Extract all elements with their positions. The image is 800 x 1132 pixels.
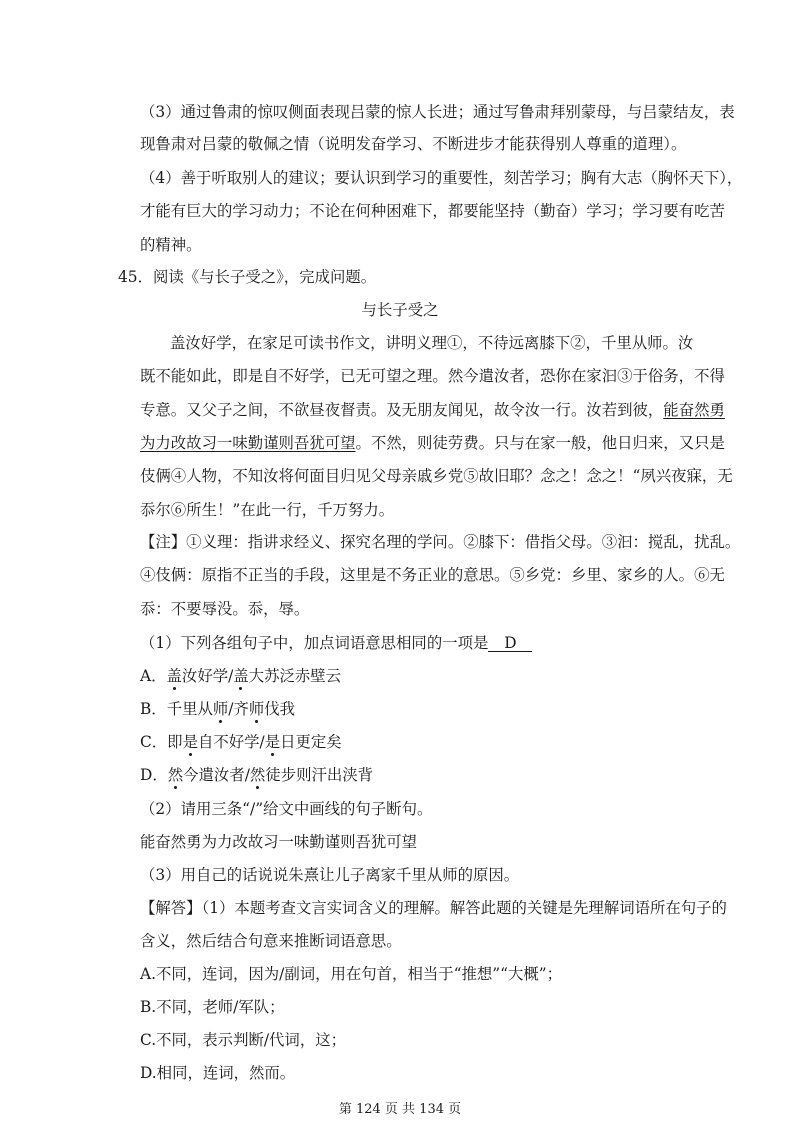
- solution-option-a: A.不同，连词，因为/副词，用在句首，相当于“推想”“大概”；: [140, 965, 563, 983]
- passage-line-1: 盖汝好学，在家足可读书作文，讲明义理①，不待远离膝下②，千里从师。汝: [170, 334, 694, 352]
- answer-3-line-2: 现鲁肃对吕蒙的敬佩之情（说明发奋学习、不断进步才能获得别人尊重的道理）。: [140, 135, 687, 153]
- answer-4-line-1: （4）善于听取别人的建议；要认识到学习的重要性，刻苦学习；胸有大志（胸怀天下），: [140, 169, 743, 187]
- passage-line-3: 专意。又父子之间，不欲昼夜督责。及无朋友闻见，故令汝一行。汝若到彼，能奋然勇: [140, 401, 725, 419]
- passage-line-6: 忝尔⑥所生！”在此一行，千万努力。: [140, 501, 395, 519]
- passage-line-5: 伎俩④人物，不知汝将何面目归见父母亲戚乡党⑤故旧耶？念之！念之！“夙兴夜寐，无: [140, 467, 733, 485]
- answer-4-line-3: 的精神。: [140, 236, 202, 254]
- passage-line-4: 为力改故习一味勤谨则吾犹可望。不然，则徒劳费。只与在家一般，他日归来，又只是: [140, 434, 725, 452]
- solution-line-2: 含义，然后结合句意来推断词语意思。: [140, 932, 402, 950]
- note-line-3: 忝：不要辱没。忝，辱。: [140, 600, 310, 618]
- sub-question-3: （3）用自己的话说说朱熹让儿子离家千里从师的原因。: [140, 866, 520, 884]
- solution-option-b: B.不同，老师/军队；: [140, 998, 285, 1016]
- solution-option-d: D.相同，连词，然而。: [140, 1064, 296, 1082]
- question-45-heading: 45．阅读《与长子受之》，完成问题。: [118, 268, 377, 286]
- option-a: A．盖汝好学/盖大苏泛赤壁云: [140, 667, 342, 685]
- answer-blank: D: [488, 635, 532, 652]
- answer-4-line-2: 才能有巨大的学习动力；不论在何种困难下，都要能坚持（勤奋）学习；学习要有吃苦: [140, 202, 725, 220]
- option-c: C．即是自不好学/是日更定矣: [140, 733, 342, 751]
- solution-line-1: 【解答】（1）本题考查文言实词含义的理解。解答此题的关键是先理解词语所在句子的: [140, 899, 727, 917]
- answer-3-line-1: （3）通过鲁肃的惊叹侧面表现吕蒙的惊人长进；通过写鲁肃拜别蒙母，与吕蒙结友，表: [140, 103, 735, 121]
- page-footer: 第 124 页 共 134 页: [338, 1102, 462, 1117]
- option-d: D．然今遣汝者/然徒步则汗出浃背: [140, 766, 374, 784]
- sub-question-2-sentence: 能奋然勇为力改故习一味勤谨则吾犹可望: [140, 833, 418, 851]
- underlined-sentence-end: 为力改故习一味勤谨则吾犹可望: [140, 434, 356, 452]
- passage-line-2: 既不能如此，即是自不好学，已无可望之理。然今遣汝者，恐你在家汩③于俗务，不得: [140, 367, 725, 385]
- underlined-sentence-start: 能奋然勇: [663, 401, 725, 419]
- note-line-1: 【注】①义理：指讲求经义、探究名理的学问。②膝下：借指父母。③汩：搅乱，扰乱。: [140, 533, 741, 551]
- solution-option-c: C.不同，表示判断/代词，这；: [140, 1031, 346, 1049]
- passage-title: 与长子受之: [361, 301, 439, 319]
- option-b: B．千里从师/齐师伐我: [140, 700, 296, 718]
- sub-question-1: （1）下列各组句子中，加点词语意思相同的一项是 D: [140, 633, 532, 653]
- note-line-2: ④伎俩：原指不正当的手段，这里是不务正业的意思。⑤乡党：乡里、家乡的人。⑥无: [140, 566, 725, 584]
- sub-question-2: （2）请用三条“/”给文中画线的句子断句。: [140, 800, 433, 818]
